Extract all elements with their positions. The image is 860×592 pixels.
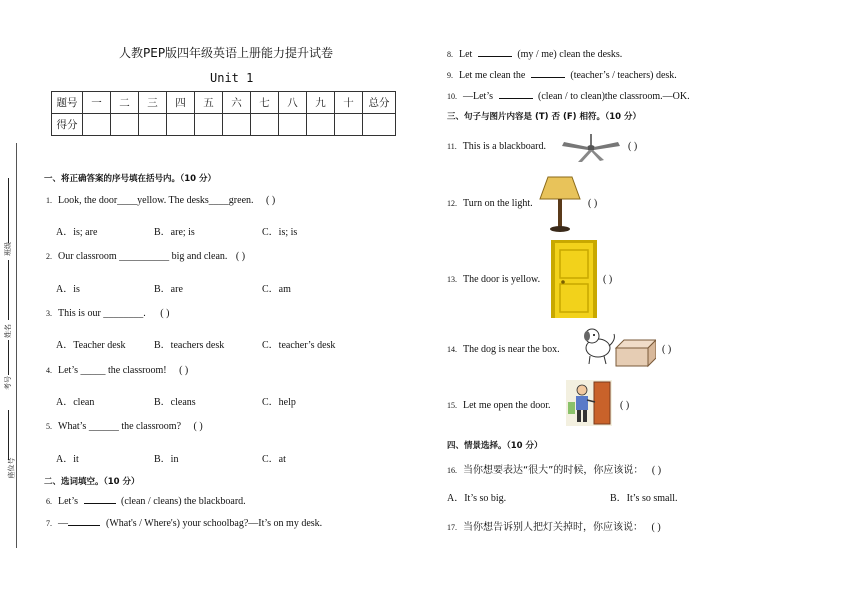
q2-option-c[interactable]: C．am [262, 284, 291, 295]
question-2: 2. Our classroom __________ big and clean. ( ) [46, 251, 246, 262]
score-table [51, 91, 396, 136]
q16-option-b[interactable]: B．It’s so small. [610, 493, 678, 504]
answer-paren[interactable]: ( ) [651, 465, 662, 476]
answer-paren[interactable]: ( ) [266, 195, 276, 206]
lamp-icon [538, 173, 582, 235]
question-14: 14. The dog is near the box. [447, 344, 560, 355]
score-cell[interactable] [251, 114, 279, 136]
question-12: 12. Turn on the light. [447, 198, 533, 209]
score-header-cell: 总分 [363, 92, 396, 114]
answer-paren[interactable]: ( ) [179, 365, 189, 376]
score-header-cell: 二 [111, 92, 139, 114]
fill-blank[interactable] [478, 47, 512, 57]
yellow-door-icon [551, 240, 597, 318]
seat-blank-line [8, 410, 9, 460]
question-13: 13. The door is yellow. [447, 274, 541, 285]
question-11: 11. This is a blackboard. [447, 141, 547, 152]
q16-option-a[interactable]: A．It’s so big. [447, 493, 507, 504]
answer-paren[interactable]: ( ) [651, 522, 661, 533]
score-cell[interactable] [307, 114, 335, 136]
score-header-cell: 一 [83, 92, 111, 114]
q4-option-a[interactable]: A．clean [56, 397, 95, 408]
question-7: 7. — (What's / Where's) your schoolbag?—It’s on my desk. [46, 518, 323, 529]
score-cell[interactable] [139, 114, 167, 136]
unit-title: Unit 1 [210, 71, 254, 85]
question-1: 1. Look, the door____yellow. The desks____green. ( ) [46, 195, 276, 206]
score-cell[interactable] [279, 114, 307, 136]
question-9: 9. Let me clean the (teacher’s / teachers) desk. [447, 70, 677, 81]
dog-and-box-icon [578, 326, 656, 370]
name-blank-line [8, 260, 9, 320]
side-label-name: 姓名 [4, 324, 12, 338]
q4-option-c[interactable]: C．help [262, 397, 296, 408]
q1-option-c[interactable]: C．is; is [262, 227, 298, 238]
answer-paren[interactable]: ( ) [160, 308, 170, 319]
question-3: 3. This is our ________. ( ) [46, 308, 170, 319]
q1-option-b[interactable]: B．are; is [154, 227, 195, 238]
binding-line [16, 143, 17, 548]
side-label-class: 班级 [4, 242, 12, 256]
score-header-cell: 五 [195, 92, 223, 114]
question-15: 15. Let me open the door. [447, 400, 551, 411]
answer-paren[interactable]: ( ) [628, 141, 638, 152]
section4-heading: 四、情景选择。（10 分） [447, 441, 543, 451]
answer-paren[interactable]: ( ) [235, 251, 246, 262]
score-cell[interactable] [167, 114, 195, 136]
section2-heading: 二、选词填空。（10 分） [44, 477, 140, 487]
q2-option-a[interactable]: A．is [56, 284, 80, 295]
score-row-label: 得分 [52, 114, 83, 136]
score-cell[interactable] [83, 114, 111, 136]
exam-id-blank-line [8, 340, 9, 375]
q2-option-b[interactable]: B．are [154, 284, 183, 295]
score-header-cell: 六 [223, 92, 251, 114]
score-header-cell: 八 [279, 92, 307, 114]
section1-heading: 一、将正确答案的序号填在括号内。（10 分） [44, 174, 217, 184]
q5-option-b[interactable]: B．in [154, 454, 179, 465]
score-cell[interactable] [335, 114, 363, 136]
score-table-score-row [52, 114, 396, 136]
score-table-header-row [52, 92, 396, 114]
score-header-cell: 七 [251, 92, 279, 114]
score-header-cell: 三 [139, 92, 167, 114]
q5-option-c[interactable]: C．at [262, 454, 286, 465]
section3-heading: 三、句子与图片内容是 (T) 否 (F) 相符。（10 分） [447, 112, 642, 122]
answer-paren[interactable]: ( ) [662, 344, 672, 355]
answer-paren[interactable]: ( ) [193, 421, 203, 432]
score-cell[interactable] [223, 114, 251, 136]
q3-option-c[interactable]: C．teacher’s desk [262, 340, 336, 351]
side-label-exam-id: 考号 [4, 376, 12, 390]
score-header-cell: 十 [335, 92, 363, 114]
q5-option-a[interactable]: A．it [56, 454, 79, 465]
man-opening-door-icon [566, 380, 612, 426]
question-16: 16. 当你想要表达“很大”的时候，你应该说： ( ) [447, 465, 662, 476]
answer-paren[interactable]: ( ) [603, 274, 613, 285]
class-blank-line [8, 178, 9, 243]
side-label-seat: 座位号 [7, 457, 16, 479]
score-cell[interactable] [195, 114, 223, 136]
question-10: 10. —Let’s (clean / to clean)the classroom.—OK. [447, 91, 690, 102]
q3-option-a[interactable]: A．Teacher desk [56, 340, 126, 351]
score-header-cell: 九 [307, 92, 335, 114]
page-title: 人教PEP版四年级英语上册能力提升试卷 [119, 46, 334, 60]
score-header-cell: 题号 [52, 92, 83, 114]
ceiling-fan-icon [560, 132, 622, 164]
score-cell[interactable] [111, 114, 139, 136]
score-cell[interactable] [363, 114, 396, 136]
question-5: 5. What’s ______ the classroom? ( ) [46, 421, 203, 432]
fill-blank[interactable] [68, 516, 100, 526]
fill-blank[interactable] [531, 68, 565, 78]
answer-paren[interactable]: ( ) [588, 198, 598, 209]
score-header-cell: 四 [167, 92, 195, 114]
question-6: 6. Let’s (clean / cleans) the blackboard. [46, 496, 246, 507]
question-17: 17. 当你想告诉别人把灯关掉时，你应该说： ( ) [447, 522, 661, 533]
question-4: 4. Let’s _____ the classroom! ( ) [46, 365, 189, 376]
question-8: 8. Let (my / me) clean the desks. [447, 49, 623, 60]
answer-paren[interactable]: ( ) [620, 400, 630, 411]
q4-option-b[interactable]: B．cleans [154, 397, 196, 408]
fill-blank[interactable] [499, 89, 533, 99]
q3-option-b[interactable]: B．teachers desk [154, 340, 225, 351]
q1-option-a[interactable]: A．is; are [56, 227, 98, 238]
fill-blank[interactable] [84, 494, 116, 504]
